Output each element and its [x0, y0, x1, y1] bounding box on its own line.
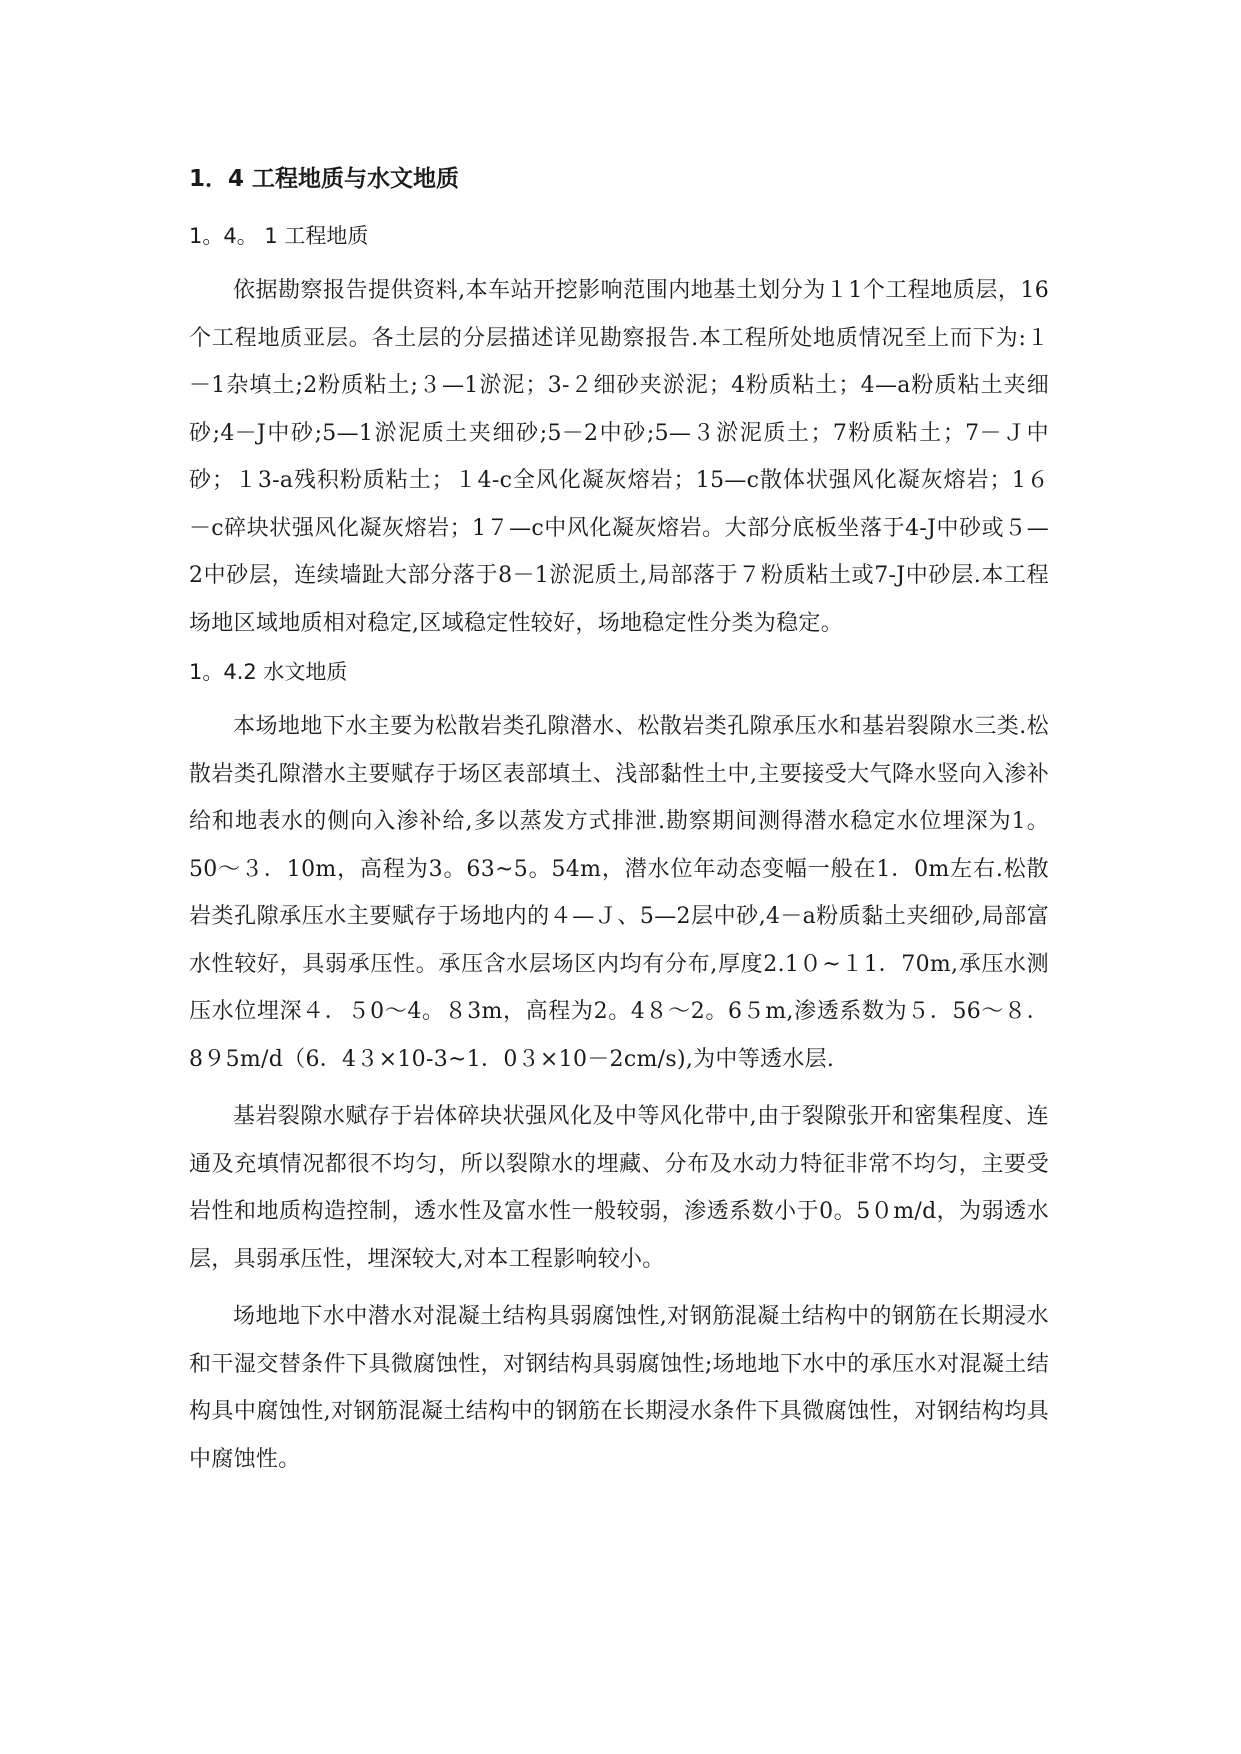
- subsection-heading-hydrogeology: 1。4.2 水文地质: [189, 660, 348, 684]
- paragraph-engineering-geology: 依据勘察报告提供资料,本车站开挖影响范围内地基土划分为１1个工程地质层，16个工程地质亚层。各土层的分层描述详见勘察报告.本工程所处地质情况至上而下为:１－1杂填土;2粉质粘土;３—1淤泥；3-２细砂夹淤泥；4粉质粘土；4—a粉质粘土夹细砂;4－J中砂;5—1淤泥质土夹细砂;5－2中砂;5—３淤泥质土；7粉质粘土；7－Ｊ中砂；１3-a残积粉质粘土；１4-c全风化凝灰熔岩；15—c散体状强风化凝灰熔岩；1６－c碎块状强风化凝灰熔岩；1７—c中风化凝灰熔岩。大部分底板坐落于4-J中砂或５—2中砂层，连续墙趾大部分落于8－1淤泥质土,局部落于７粉质粘土或7-J中砂层.本工程场地区域地质相对稳定,区域稳定性较好，场地稳定性分类为稳定。: [189, 278, 1049, 636]
- paragraph-hydrogeology-1: 本场地地下水主要为松散岩类孔隙潜水、松散岩类孔隙承压水和基岩裂隙水三类.松散岩类孔隙潜水主要赋存于场区表部填土、浅部黏性土中,主要接受大气降水竖向入渗补给和地表水的侧向入渗补给,多以蒸发方式排泄.勘察期间测得潜水稳定水位埋深为1。50～３．10m，高程为3。63~5。54m，潜水位年动态变幅一般在1．0m左右.松散岩类孔隙承压水主要赋存于场地内的４—Ｊ、5—2层中砂,4－a粉质黏土夹细砂,局部富水性较好，具弱承压性。承压含水层场区内均有分布,厚度2.1０~１1．70m,承压水测压水位埋深４．５0～4。８3m，高程为2。4８～2。6５m,渗透系数为５．56～８．8９5m/d（6．4３×10-3~1．0３×10－2cm/s),为中等透水层.: [189, 714, 1049, 1072]
- document-body: [189, 163, 1049, 1493]
- paragraph-hydrogeology-3: 场地地下水中潜水对混凝土结构具弱腐蚀性,对钢筋混凝土结构中的钢筋在长期浸水和干湿交替条件下具微腐蚀性，对钢结构具弱腐蚀性;场地地下水中的承压水对混凝土结构具中腐蚀性,对钢筋混凝土结构中的钢筋在长期浸水条件下具微腐蚀性，对钢结构均具中腐蚀性。: [189, 1304, 1049, 1472]
- paragraph-hydrogeology-2: 基岩裂隙水赋存于岩体碎块状强风化及中等风化带中,由于裂隙张开和密集程度、连通及充填情况都很不均匀，所以裂隙水的埋藏、分布及水动力特征非常不均匀，主要受岩性和地质构造控制，透水性及富水性一般较弱，渗透系数小于0。5０m/d，为弱透水层，具弱承压性，埋深较大,对本工程影响较小。: [189, 1104, 1049, 1272]
- section-heading: 1．4 工程地质与水文地质: [189, 166, 460, 192]
- subsection-heading-engineering-geology: 1。4。 1 工程地质: [189, 224, 369, 248]
